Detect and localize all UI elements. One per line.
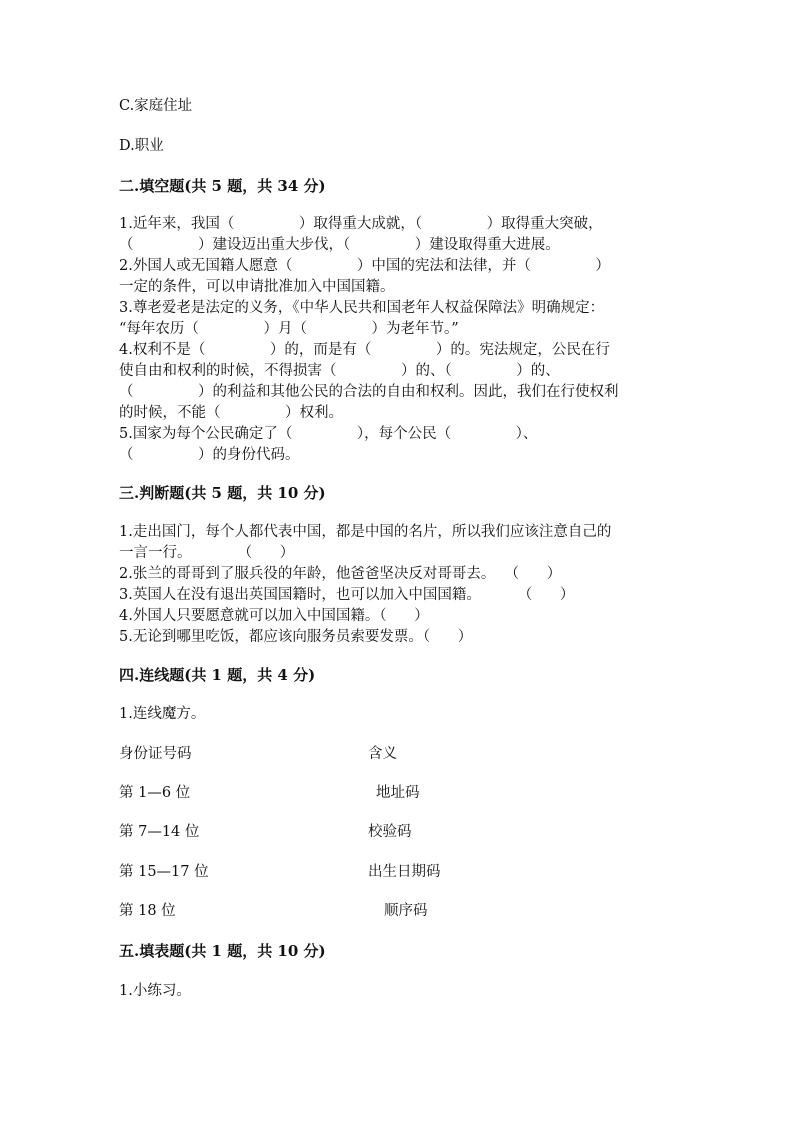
matching-left-item: 第 18 位 bbox=[119, 903, 176, 919]
section-heading-true-false: 三.判断题(共 5 题，共 10 分) bbox=[119, 484, 326, 502]
matching-left-item: 第 1—6 位 bbox=[119, 785, 191, 801]
matching-right-item: 出生日期码 bbox=[368, 864, 441, 880]
true-false-line: 1.走出国门，每个人都代表中国，都是中国的名片，所以我们应该注意自己的 bbox=[119, 524, 612, 540]
matching-right-item: 地址码 bbox=[376, 785, 420, 801]
section-heading-matching: 四.连线题(共 1 题，共 4 分) bbox=[119, 666, 316, 684]
fill-blank-line: “每年农历（ ）月（ ）为老年节。” bbox=[119, 321, 459, 337]
true-false-line: 一言一行。 （ ） bbox=[119, 545, 295, 561]
matching-left-item: 身份证号码 bbox=[119, 746, 192, 762]
section-heading-fill-table: 五.填表题(共 1 题，共 10 分) bbox=[119, 942, 326, 960]
fill-blank-line: （ ）的利益和其他公民的合法的自由和权利。因此，我们在行使权利 bbox=[119, 384, 619, 400]
true-false-line: 2.张兰的哥哥到了服兵役的年龄，他爸爸坚决反对哥哥去。 （ ） bbox=[119, 566, 562, 582]
option-d: D.职业 bbox=[119, 138, 164, 154]
fill-blank-line: 的时候，不能（ ）权利。 bbox=[119, 405, 344, 421]
true-false-line: 3.英国人在没有退出英国国籍时，也可以加入中国国籍。 （ ） bbox=[119, 587, 575, 603]
matching-right-item: 校验码 bbox=[368, 824, 412, 840]
fill-blank-line: 3.尊老爱老是法定的义务，《中华人民共和国老年人权益保障法》明确规定： bbox=[119, 300, 605, 316]
fill-blank-line: 一定的条件，可以申请批准加入中国国籍。 bbox=[119, 279, 395, 295]
matching-right-item: 顺序码 bbox=[384, 903, 428, 919]
fill-blank-line: 使自由和权利的时候，不得损害（ ）的、（ ）的、 bbox=[119, 363, 560, 379]
matching-question: 1.连线魔方。 bbox=[119, 706, 206, 722]
fill-blank-line: （ ）建设迈出重大步伐，（ ）建设取得重大进展。 bbox=[119, 237, 560, 253]
matching-left-item: 第 15—17 位 bbox=[119, 864, 209, 880]
fill-blank-line: （ ）的身份代码。 bbox=[119, 447, 300, 463]
section-heading-fill-blank: 二.填空题(共 5 题，共 34 分) bbox=[119, 177, 326, 195]
option-c: C.家庭住址 bbox=[119, 98, 193, 114]
matching-right-item: 含义 bbox=[368, 746, 397, 762]
fill-table-question: 1.小练习。 bbox=[119, 983, 191, 999]
fill-blank-line: 4.权利不是（ ）的，而是有（ ）的。宪法规定，公民在行 bbox=[119, 342, 610, 358]
matching-left-item: 第 7—14 位 bbox=[119, 824, 200, 840]
true-false-line: 5.无论到哪里吃饭，都应该向服务员索要发票。（ ） bbox=[119, 629, 473, 645]
fill-blank-line: 5.国家为每个公民确定了（ ），每个公民（ ）、 bbox=[119, 426, 538, 442]
fill-blank-line: 2.外国人或无国籍人愿意（ ）中国的宪法和法律，并（ ） bbox=[119, 258, 610, 274]
fill-blank-line: 1.近年来，我国（ ）取得重大成就，（ ）取得重大突破， bbox=[119, 216, 603, 232]
true-false-line: 4.外国人只要愿意就可以加入中国国籍。（ ） bbox=[119, 608, 429, 624]
